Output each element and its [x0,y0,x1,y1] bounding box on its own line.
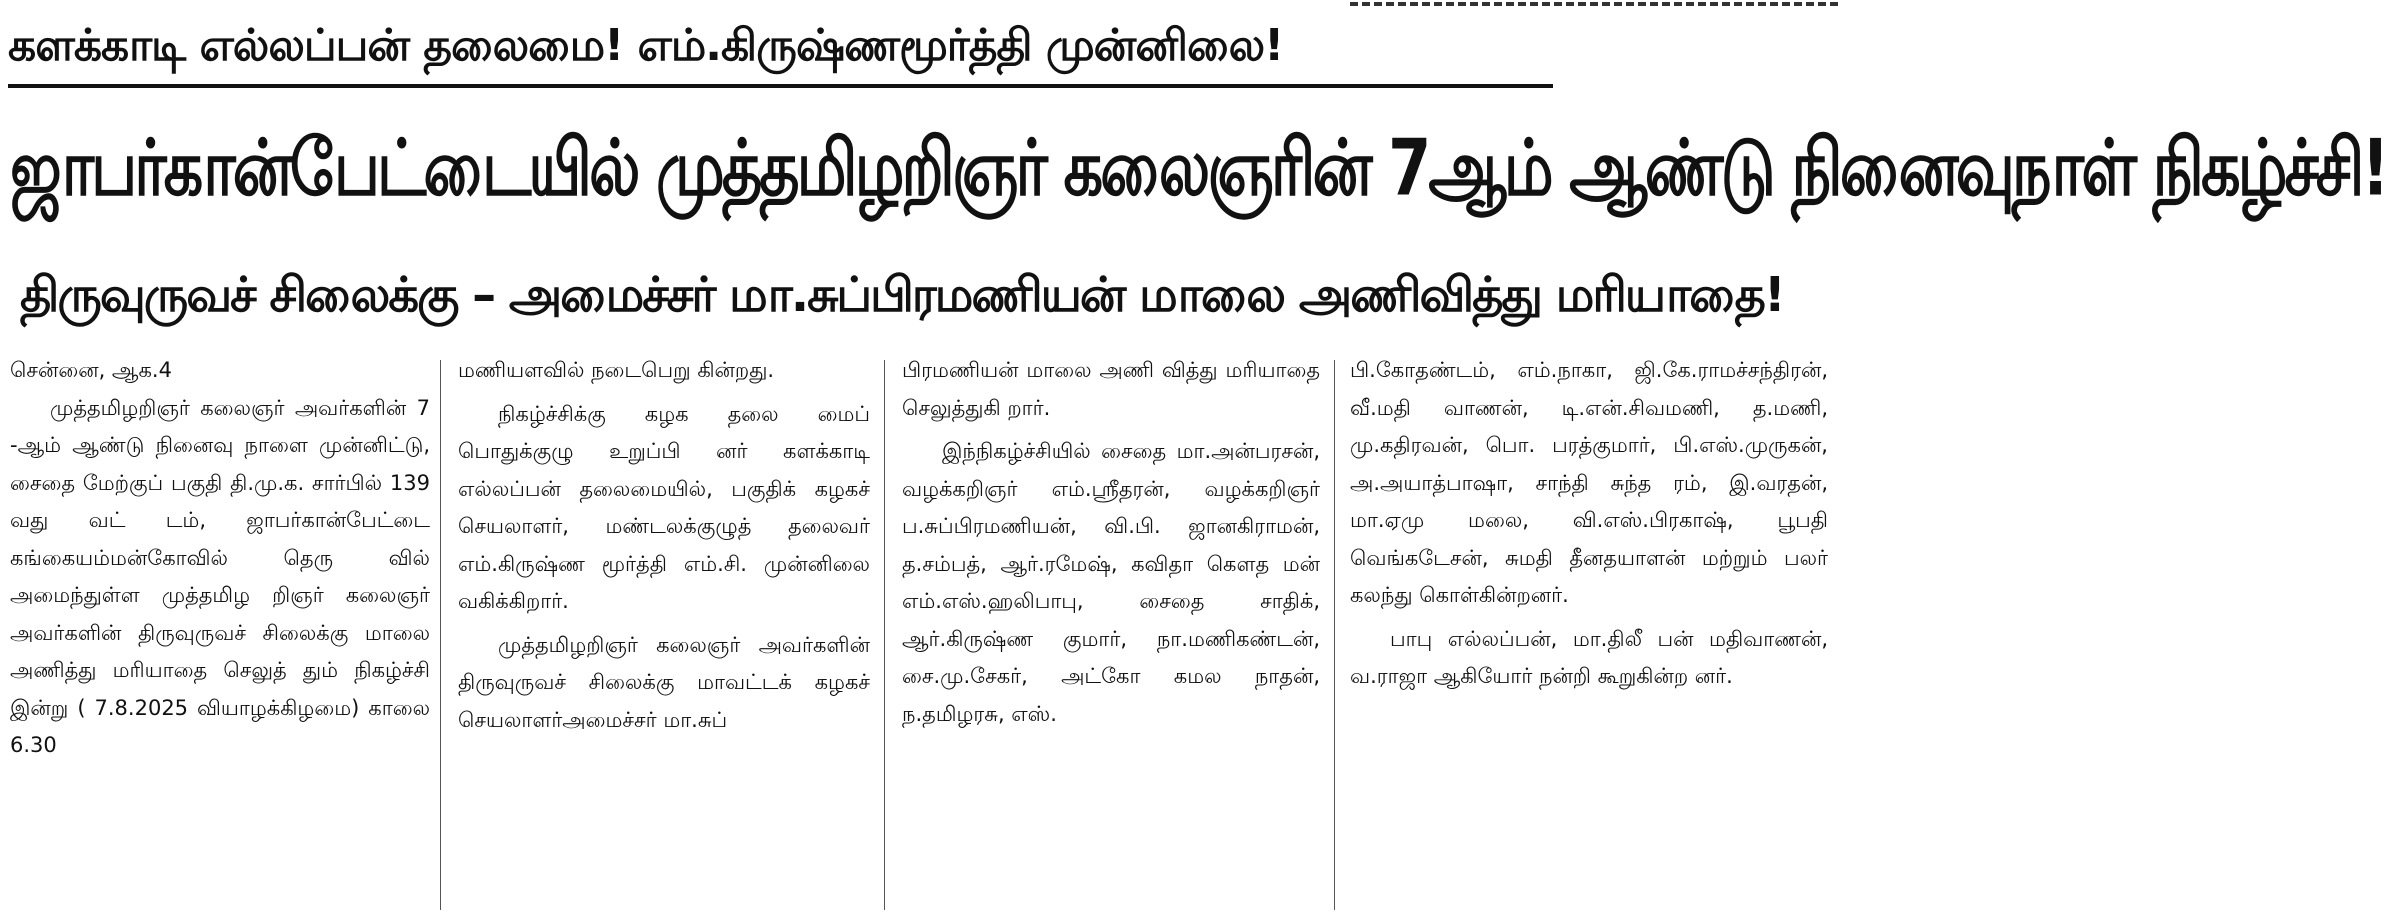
article-column-1 [10,352,430,912]
column-divider [1334,360,1335,910]
column-paragraph: முத்தமிழறிஞர் கலைஞர் அவர்களின் 7 -ஆம் ஆண்டு நினைவு நாளை முன்னிட்டு, சைதை மேற்குப் பகுதி தி.மு.க. சார்பில் 139 வது வட் டம், ஜாபர்கான்பேட்டை கங்கையம்மன்கோவில் தெரு வில் அமைந்துள்ள முத்தமிழ றிஞர் கலைஞர் அவர்களின் திருவுருவச் சிலைக்கு மாலை அணித்து மரியாதை செலுத் தும் நிகழ்ச்சி இன்று ( 7.8.2025 வியாழக்கிழமை) காலை 6.30 [10,395,430,757]
column-paragraph: இந்நிகழ்ச்சியில் சைதை மா.அன்பரசன், வழக்கறிஞர் எம்.ஸ்ரீதரன், வழக்கறிஞர் ப.சுப்பிரமணியன், வி.பி. ஜானகிராமன், த.சம்பத், ஆர்.ரமேஷ், கவிதா கௌத மன் எம்.எஸ்.ஹலிபாபு, சைதை சாதிக், ஆர்.கிருஷ்ண குமார், நா.மணிகண்டன், சை.மு.சேகர், அட்கோ கமல நாதன், ந.தமிழரசு, எஸ். [902,439,1320,726]
sub-headline: திருவுருவச் சிலைக்கு – அமைச்சர் மா.சுப்பிரமணியன் மாலை அணிவித்து மரியாதை! [20,267,1784,323]
column-paragraph: பிரமணியன் மாலை அணி வித்து மரியாதை செலுத்துகி றார். [902,358,1320,420]
main-headline: ஜாபர்கான்பேட்டையில் முத்தமிழறிஞர் கலைஞரின் 7ஆம் ஆண்டு நினைவுநாள் நிகழ்ச்சி! [10,121,2387,213]
column-paragraph: முத்தமிழறிஞர் கலைஞர் அவர்களின் திருவுருவச் சிலைக்கு மாவட்டக் கழகச் செயலாளர்அமைச்சர் மா.சுப் [458,632,870,732]
column-paragraph: நிகழ்ச்சிக்கு கழக தலை மைப் பொதுக்குழு உறுப்பி னர் களக்காடி எல்லப்பன் தலைமையில், பகுதிக் கழகச் செயலாளர், மண்டலக்குழுத் தலைவர் எம்.கிருஷ்ண மூர்த்தி எம்.சி. முன்னிலை வகிக்கிறார். [458,401,870,613]
article-column-3 [902,352,1320,912]
article-column-4 [1350,352,1828,912]
dateline: சென்னை, ஆக.4 [10,358,172,382]
column-paragraph: பி.கோதண்டம், எம்.நாகா, ஜி.கே.ராமச்சந்திரன், வீ.மதி வாணன், டி.என்.சிவமணி, த.மணி, மு.கதிரவன், பொ. பரத்குமார், பி.எஸ்.முருகன், அ.அயாத்பாஷா, சாந்தி சுந்த ரம், இ.வரதன், மா.ஏமு மலை, வி.எஸ்.பிரகாஷ், பூபதி வெங்கடேசன், சுமதி தீனதயாளன் மற்றும் பலர் கலந்து கொள்கின்றனர். [1350,358,1828,607]
article-column-2 [458,352,870,912]
column-divider [884,360,885,910]
column-divider [440,360,441,910]
kicker-headline: களக்காடி எல்லப்பன் தலைமை! எம்.கிருஷ்ணமூர்த்தி முன்னிலை! [8,20,1284,71]
column-paragraph: பாபு எல்லப்பன், மா.திலீ பன் மதிவாணன், வ.ராஜா ஆகியோர் நன்றி கூறுகின்ற னர். [1350,626,1828,688]
column-paragraph: மணியளவில் நடைபெறு கின்றது. [458,358,775,382]
